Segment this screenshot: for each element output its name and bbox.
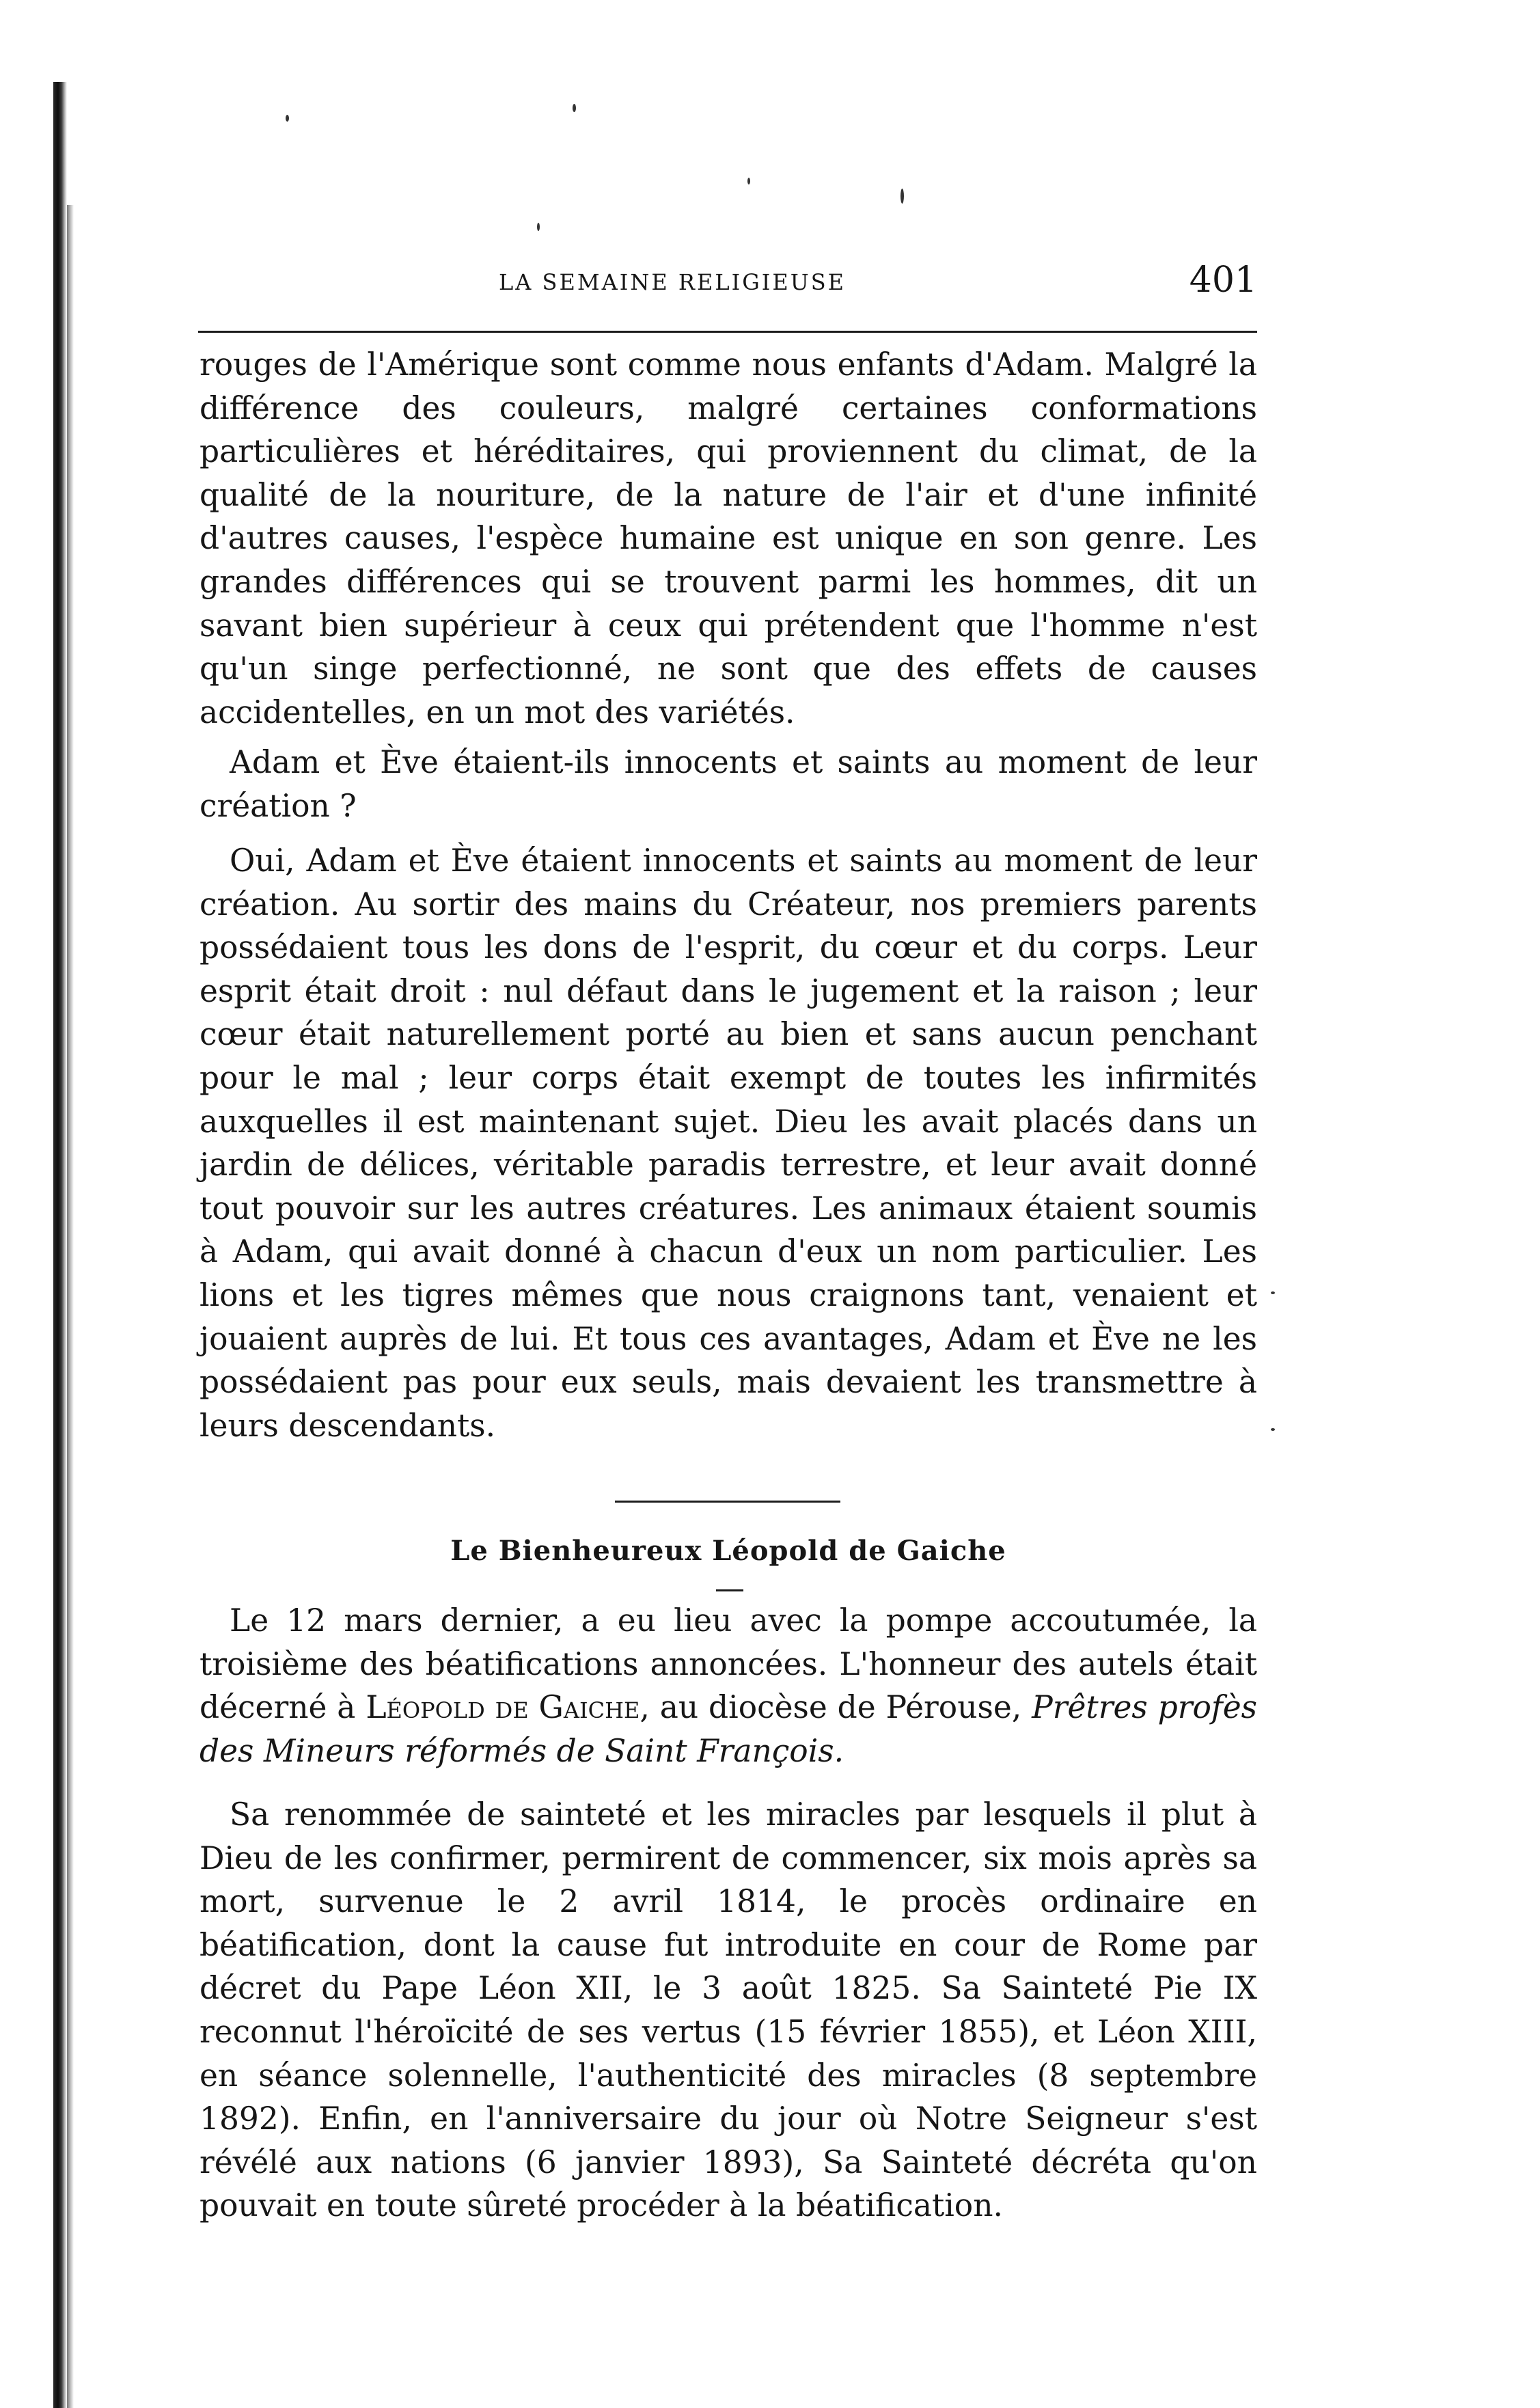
print-speck xyxy=(286,115,289,122)
body-answer: Oui, Adam et Ève étaient innocents et saints au moment de leur création. Au sortir des mains du Créateur, nos premiers parents possédaient tous les dons de l'esprit, du cœur et du corps. Leur esprit était droit : nul défaut dans le jugement et la raison ; leur cœur était naturellement porté au bien et sans aucun penchant pour le mal ; leur corps était exempt de toutes les infirmités auxquelles il est maintenant sujet. Dieu les avait placés dans un jardin de délices, véritable paradis terrestre, et leur avait donné tout pouvoir sur les autres créatures. Les animaux étaient soumis à Adam, qui avait donné à chacun d'eux un nom particulier. Les lions et les tigres mêmes que nous craignons tant, venaient et jouaient auprès de lui. Et tous ces avantages, Adam et Ève ne les possédaient pas pour eux seuls, mais devaient les transmettre à leurs descendants. xyxy=(200,843,1257,1444)
page-binding-edge xyxy=(53,82,67,2408)
body-question: Adam et Ève étaient-ils innocents et saints au moment de leur création ? xyxy=(200,744,1257,824)
print-speck xyxy=(573,104,576,112)
print-speck xyxy=(537,223,540,231)
print-speck xyxy=(900,189,904,204)
saint-name: Léopold de Gaiche xyxy=(366,1689,640,1726)
body-paragraph-intro: rouges de l'Amérique sont comme nous enfants d'Adam. Malgré la différence des couleurs, malgré certaines conformations particulières et héréditaires, qui proviennent du climat, de la qualité de la nouriture, de la nature de l'air et d'une infinité d'autres causes, l'espèce humaine est unique en son genre. Les grandes différences qui se trouvent parmi les hommes, dit un savant bien supérieur à ceux qui prétendent que l'homme n'est qu'un singe perfectionné, ne sont que des effets de causes accidentelles, en un mot des variétés. xyxy=(200,346,1257,730)
running-head-title: LA SEMAINE RELIGIEUSE xyxy=(499,269,847,295)
print-speck xyxy=(747,178,750,184)
page-binding-shadow xyxy=(67,205,74,2408)
title-underline xyxy=(716,1589,743,1591)
article-paragraph-1-start: Le 12 mars dernier, a eu lieu avec la pompe accoutumée, la troisième des béatifications annoncées. L'honneur des autels était décerné à xyxy=(200,1602,1257,1726)
section-divider xyxy=(615,1501,840,1503)
article-title: Le Bienheureux Léopold de Gaiche xyxy=(450,1535,1006,1567)
article-paragraph-1-mid: , au diocèse de Pérouse, xyxy=(640,1689,1022,1726)
header-rule xyxy=(198,331,1257,333)
article-paragraph-1 xyxy=(200,1599,1257,1773)
order-name: Prêtres profès des Mineurs réformés de Saint François. xyxy=(200,1689,1257,1769)
page-number: 401 xyxy=(1189,260,1257,301)
running-head xyxy=(198,260,1257,314)
article-paragraph-2: Sa renommée de sainteté et les miracles par lesquels il plut à Dieu de les confirmer, permirent de commencer, six mois après sa mort, survenue le 2 avril 1814, le procès ordinaire en béatification, dont la cause fut introduite en cour de Rome par décret du Pape Léon XII, le 3 août 1825. Sa Sainteté Pie IX reconnut l'héroïcité de ses vertus (15 février 1855), et Léon XIII, en séance solennelle, l'authenticité des miracles (8 septembre 1892). Enfin, en l'anniversaire du jour où Notre Seigneur s'est révélé aux nations (6 janvier 1893), Sa Sainteté décréta qu'on pouvait en toute sûreté procéder à la béatification. xyxy=(200,1796,1257,2224)
print-speck xyxy=(1271,1428,1275,1431)
print-speck xyxy=(1271,1291,1275,1294)
